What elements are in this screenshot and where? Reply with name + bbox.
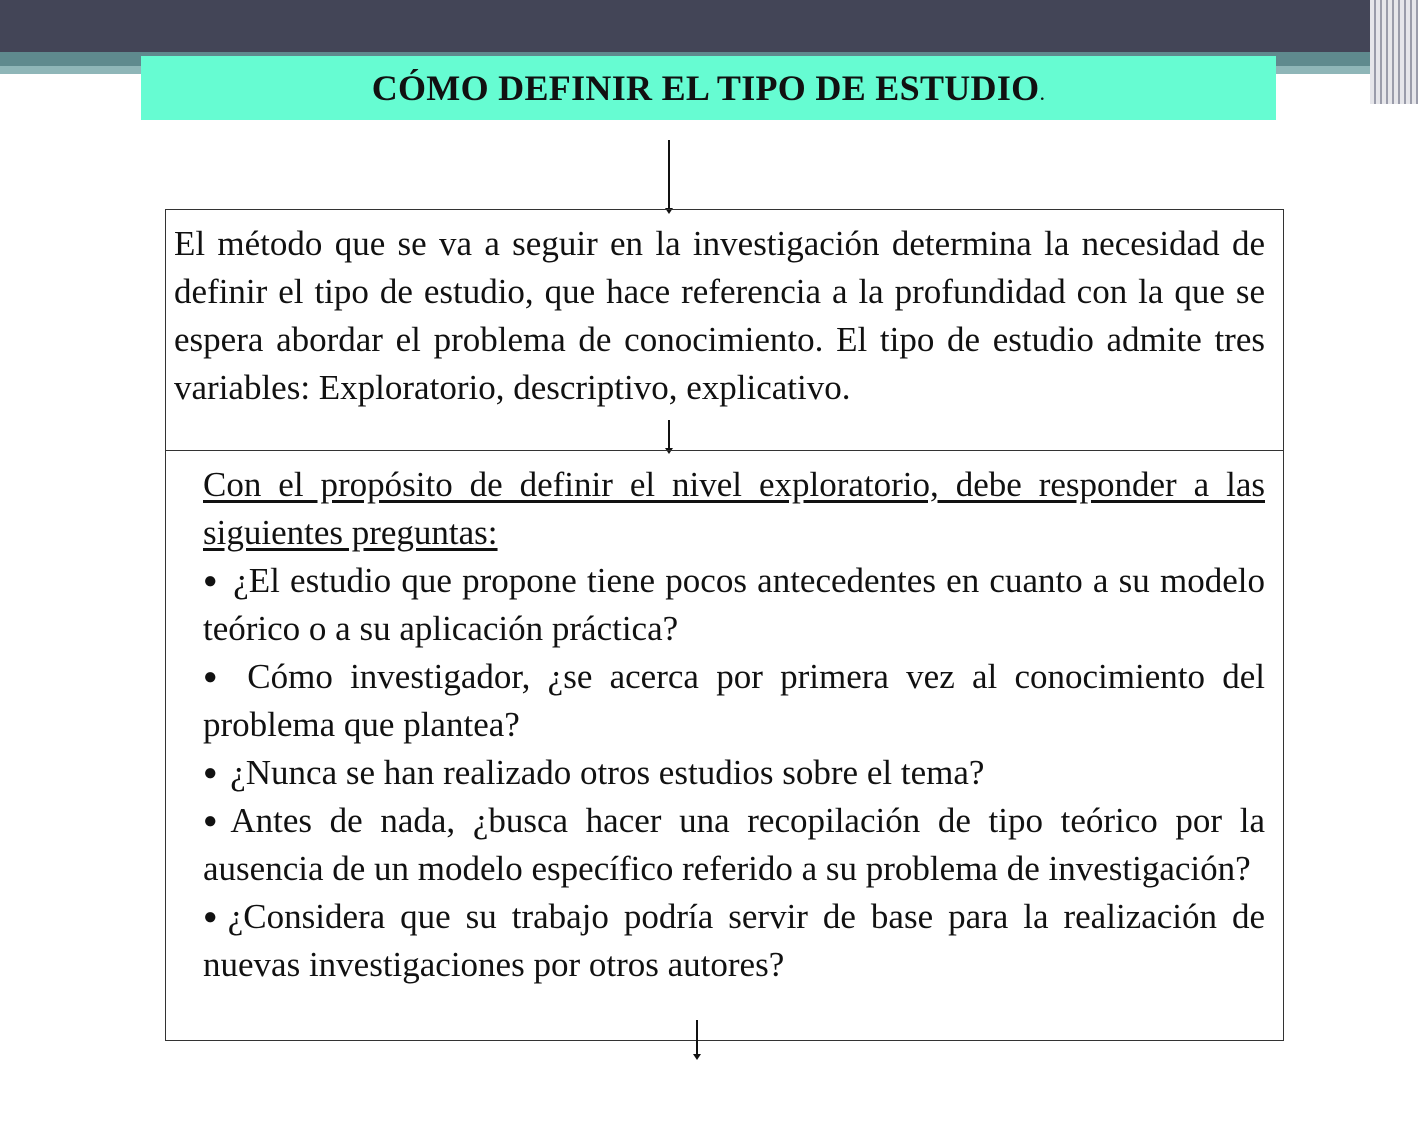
connector-arrow-box2-out — [696, 1020, 698, 1056]
bullet-icon: ● — [203, 808, 227, 834]
question-text: ¿Considera que su trabajo podría servir de base para la realización de nuevas investigaciones por otros autores? — [203, 897, 1265, 984]
page-title-trailing: . — [1039, 80, 1046, 105]
bullet-icon: ● — [203, 664, 226, 690]
questions-box — [165, 450, 1284, 1041]
questions-list — [203, 557, 1265, 989]
question-text: Antes de nada, ¿busca hacer una recopilación de tipo teórico por la ausencia de un modelo específico referido a su problema de investigación? — [203, 801, 1265, 888]
question-text: Cómo investigador, ¿se acerca por primera vez al conocimiento del problema que plantea? — [203, 657, 1265, 744]
definition-box — [165, 209, 1284, 451]
page-title — [372, 67, 1046, 109]
bullet-icon: ● — [203, 760, 218, 786]
definition-text: El método que se va a seguir en la investigación determina la necesidad de definir el tipo de estudio, que hace referencia a la profundidad con la que se espera abordar el problema de conocimiento. El tipo de estudio admite tres variables: Exploratorio, descriptivo, explicativo. — [174, 224, 1265, 407]
slide-accent-line — [1280, 83, 1312, 86]
bullet-icon: ● — [203, 904, 224, 930]
slide-right-accent — [1370, 0, 1418, 104]
question-item — [203, 749, 1265, 797]
slide-top-bar — [0, 0, 1418, 52]
title-banner — [141, 56, 1276, 120]
question-item — [203, 653, 1265, 749]
question-item — [203, 797, 1265, 893]
connector-arrow-box1-to-box2 — [668, 420, 670, 450]
question-text: ¿Nunca se han realizado otros estudios sobre el tema? — [230, 753, 985, 792]
page-title-text: CÓMO DEFINIR EL TIPO DE ESTUDIO — [371, 68, 1040, 108]
question-item — [203, 893, 1265, 989]
question-item — [203, 557, 1265, 653]
slide-accent-line — [1280, 93, 1312, 96]
question-text: ¿El estudio que propone tiene pocos antecedentes en cuanto a su modelo teórico o a su aplicación práctica? — [203, 561, 1266, 648]
connector-arrow-title-to-box — [668, 140, 670, 210]
bullet-icon: ● — [203, 568, 219, 594]
questions-intro: Con el propósito de definir el nivel exploratorio, debe responder a las siguientes preguntas: — [203, 465, 1265, 552]
